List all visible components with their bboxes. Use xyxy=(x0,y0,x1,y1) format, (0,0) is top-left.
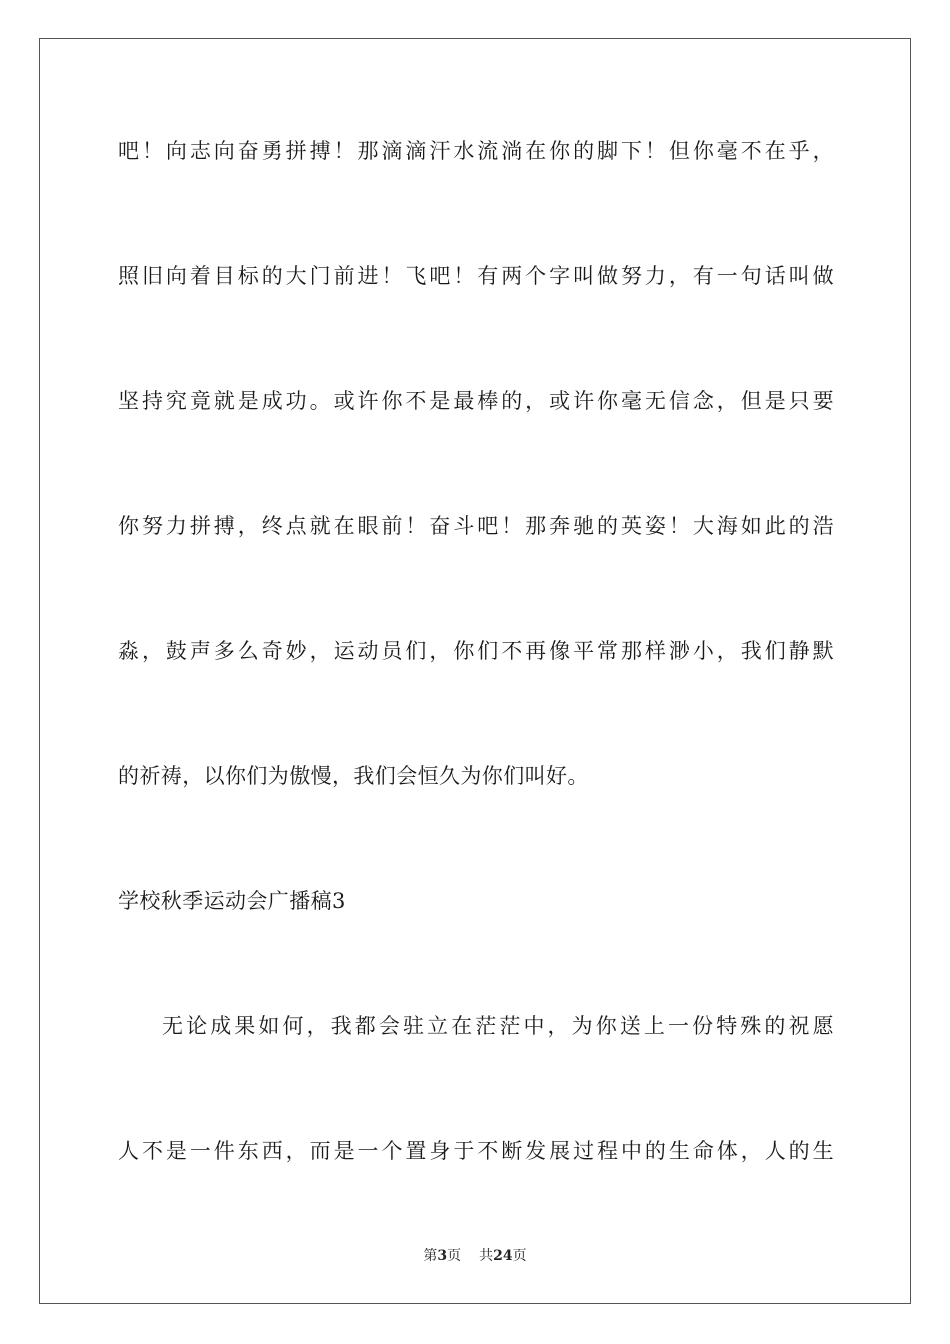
footer-page-prefix: 第 xyxy=(423,1248,438,1264)
footer-page-number: 3 xyxy=(437,1248,448,1264)
text-line-6: 的祈祷，以你们为傲慢，我们会恒久为你们叫好。 xyxy=(118,764,589,788)
text-line-5: 淼，鼓声多么奇妙，运动员们，你们不再像平常那样渺小，我们静默 xyxy=(118,639,834,663)
text-line-1: 吧！向志向奋勇拼搏！那滴滴汗水流淌在你的脚下！但你毫不在乎， xyxy=(118,139,834,163)
text-line-2: 照旧向着目标的大门前进！飞吧！有两个字叫做努力，有一句话叫做 xyxy=(118,264,834,288)
page-footer xyxy=(0,1247,950,1265)
section-heading: 学校秋季运动会广播稿3 xyxy=(118,889,346,913)
footer-total-pages: 24 xyxy=(493,1248,513,1264)
text-line-4: 你努力拼搏，终点就在眼前！奋斗吧！那奔驰的英姿！大海如此的浩 xyxy=(118,514,834,538)
footer-total-suffix: 页 xyxy=(512,1248,527,1264)
paragraph-line-1: 无论成果如何，我都会驻立在茫茫中，为你送上一份特殊的祝愿 xyxy=(162,1014,834,1038)
page-border xyxy=(39,38,911,1304)
paragraph-line-2: 人不是一件东西，而是一个置身于不断发展过程中的生命体，人的生 xyxy=(118,1139,834,1163)
footer-page-suffix: 页 xyxy=(447,1248,462,1264)
footer-total-prefix: 共 xyxy=(479,1248,494,1264)
text-line-3: 坚持究竟就是成功。或许你不是最棒的，或许你毫无信念，但是只要 xyxy=(118,389,834,413)
